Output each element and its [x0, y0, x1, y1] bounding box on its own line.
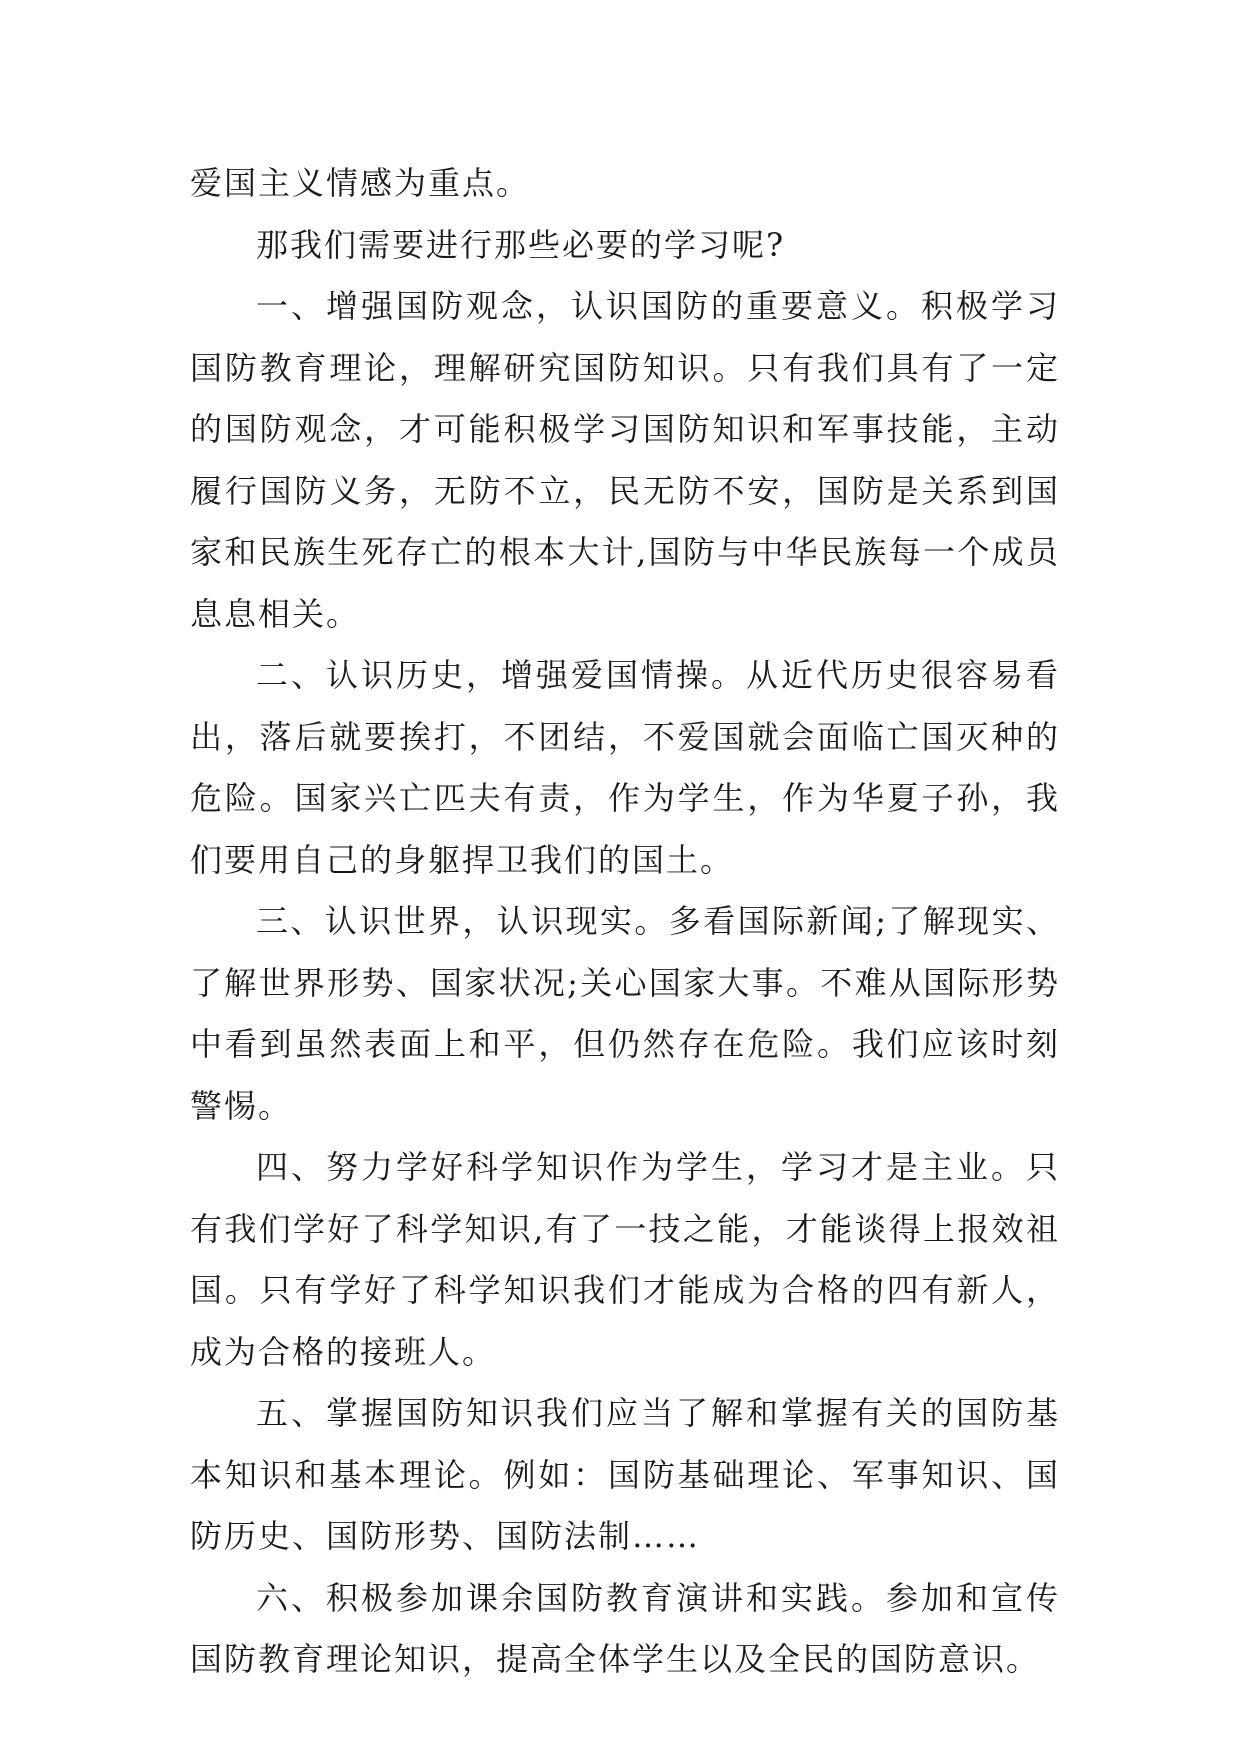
document-body	[190, 153, 1060, 1691]
paragraph-continuation: 爱国主义情感为重点。	[190, 164, 531, 202]
paragraph-question: 那我们需要进行那些必要的学习呢?	[256, 225, 786, 264]
paragraph-point-5: 五、掌握国防知识我们应当了解和掌握有关的国防基本知识和基本理论。例如：国防基础理论、军事知识、国防历史、国防形势、国防法制……	[190, 1394, 1060, 1555]
paragraph-point-6: 六、积极参加课余国防教育演讲和实践。参加和宣传国防教育理论知识，提高全体学生以及全民的国防意识。	[190, 1578, 1060, 1678]
paragraph-point-3: 三、认识世界，认识现实。多看国际新闻;了解现实、了解世界形势、国家状况;关心国家大事。不难从国际形势中看到虽然表面上和平，但仍然存在危险。我们应该时刻警惕。	[190, 902, 1060, 1125]
paragraph-point-4: 四、努力学好科学知识作为学生，学习才是主业。只有我们学好了科学知识,有了一技之能，才能谈得上报效祖国。只有学好了科学知识我们才能成为合格的四有新人，成为合格的接班人。	[190, 1148, 1060, 1371]
paragraph-point-2: 二、认识历史，增强爱国情操。从近代历史很容易看出，落后就要挨打，不团结，不爱国就会面临亡国灭种的危险。国家兴亡匹夫有责，作为学生，作为华夏子孙，我们要用自己的身躯捍卫我们的国土。	[190, 656, 1060, 879]
paragraph-point-1: 一、增强国防观念，认识国防的重要意义。积极学习国防教育理论，理解研究国防知识。只有我们具有了一定的国防观念，才可能积极学习国防知识和军事技能，主动履行国防义务，无防不立，民无防不安，国防是关系到国家和民族生死存亡的根本大计,国防与中华民族每一个成员息息相关。	[190, 287, 1060, 633]
